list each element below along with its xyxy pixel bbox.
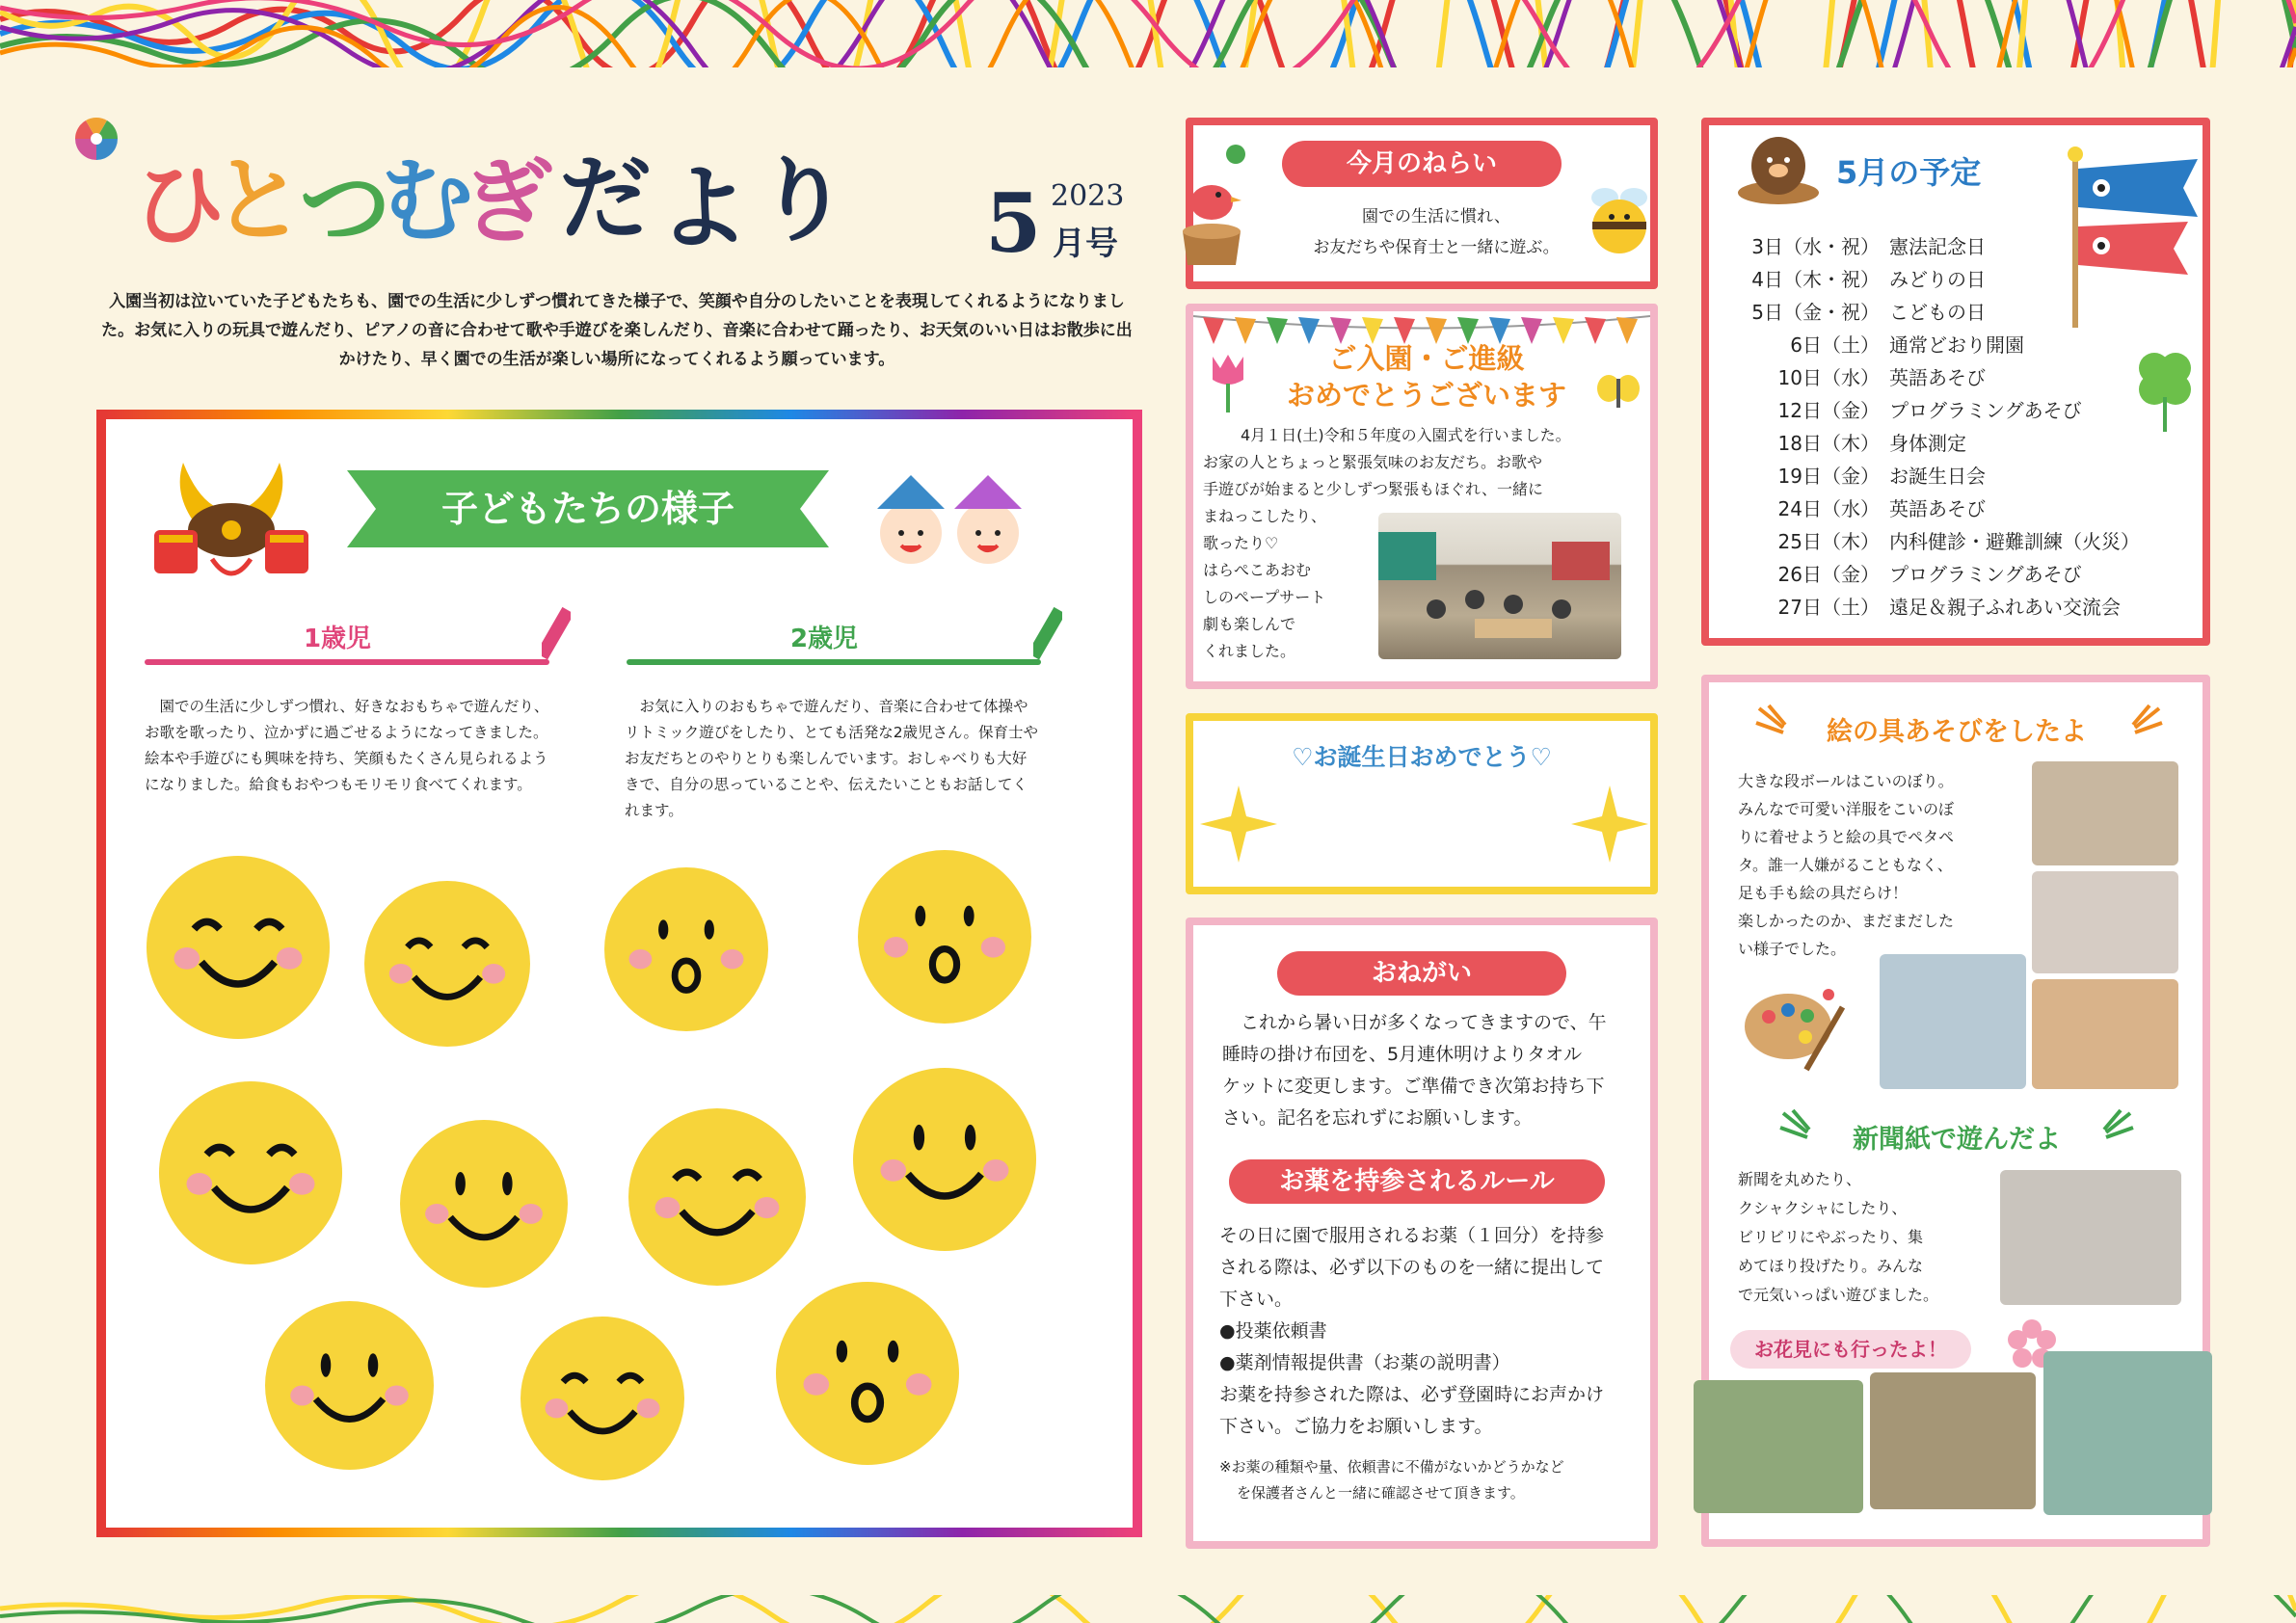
koinobori-icon <box>2053 145 2207 328</box>
welcome-lead: 4月１日(土)令和５年度の入園式を行いました。 <box>1241 426 1571 444</box>
hanami-photo-1 <box>1694 1380 1863 1513</box>
smiley-face-icon <box>853 1068 1036 1251</box>
welcome-line: しのペープサート <box>1203 588 1326 606</box>
rays-right-icon <box>2125 704 2164 742</box>
title-char: つ <box>299 153 391 262</box>
medicine-heading: お薬を持参されるルール <box>1229 1159 1605 1204</box>
age2-underline <box>627 659 1041 665</box>
age1-text: 園での生活に少しずつ慣れ、好きなおもちゃで遊んだり、お歌を歌ったり、泣かずに過ごせるようになってきました。絵本や手遊びにも興味を持ち、笑顔もたくさん見られるようになりました。給食もおやつもモリモリ食べてくれます。 <box>145 698 549 793</box>
bunting-flag <box>1616 317 1638 344</box>
smiley-face-icon <box>604 867 768 1031</box>
schedule-event: 内科健診・避難訓練（火災） <box>1889 530 2140 553</box>
smiley-face-icon <box>628 1108 806 1286</box>
welcome-line: お家の人とちょっと緊張気味のお友だち。お歌や <box>1203 453 1543 471</box>
medicine-line: 下さい。 <box>1219 1289 1294 1310</box>
schedule-date: 18日（木） <box>1777 432 1880 455</box>
bird-stump-icon <box>1168 135 1255 270</box>
request-line: 睡時の掛け布団を、5月連休明けよりタオル <box>1222 1044 1583 1065</box>
title-char: ぎ <box>461 147 553 256</box>
kabuto-helmet-icon <box>145 453 318 598</box>
welcome-line: まねっこしたり、 <box>1203 507 1327 525</box>
title-char: り <box>757 146 849 254</box>
schedule-date: 25日（木） <box>1777 530 1880 553</box>
smiley-face-icon <box>364 881 530 1047</box>
hanami-photo-2 <box>1870 1372 2036 1509</box>
paint-line: い様子でした。 <box>1738 940 1847 958</box>
rays-left-icon <box>1754 704 1793 742</box>
medicine-line: される際は、必ず以下のものを一緒に提出して <box>1219 1257 1605 1278</box>
schedule-event: 遠足＆親子ふれあい交流会 <box>1889 596 2121 619</box>
welcome-line: 歌ったり♡ <box>1203 534 1279 552</box>
schedule-event: みどりの日 <box>1889 268 1986 291</box>
newspaper-photo <box>2000 1170 2181 1305</box>
issue-year: 2023 <box>1051 179 1125 213</box>
schedule-event: プログラミングあそび <box>1889 563 2082 586</box>
medicine-note-1: ※お薬の種類や量、依頼書に不備がないかどうかなど <box>1219 1458 1564 1476</box>
schedule-date: 27日（土） <box>1777 596 1880 619</box>
age2-text: お気に入りのおもちゃで遊んだり、音楽に合わせて体操やリトミック遊びをしたり、とても活発な2歳児さん。保育士やお友だちとのやりとりも楽しんでいます。おしゃべりも大好きで、自分の思っていることや、伝えたいこともお話してくれます。 <box>625 698 1038 819</box>
schedule-date: 12日（金） <box>1777 399 1880 422</box>
schedule-event: 英語あそび <box>1889 497 1986 520</box>
paint-line: 足も手も絵の具だらけ！ <box>1738 884 1909 902</box>
welcome-line: 劇も楽しんで <box>1203 615 1296 633</box>
schedule-date: 6日（土） <box>1790 333 1880 357</box>
hanami-label: お花見にも行ったよ！ <box>1730 1330 1971 1369</box>
sparkle-right-icon <box>1571 785 1648 863</box>
paint-photo-2 <box>2032 871 2178 973</box>
rays-green-left-icon <box>1778 1108 1817 1147</box>
green-crayon-icon <box>1033 598 1062 665</box>
bunting-flag <box>1203 317 1224 344</box>
schedule-event: 英語あそび <box>1889 366 1986 389</box>
logo-icon <box>67 108 125 166</box>
paint-photo-3 <box>1880 954 2026 1089</box>
palette-icon <box>1740 973 1846 1079</box>
schedule-event: 身体測定 <box>1889 432 1966 455</box>
age1-heading: 1歳児 <box>303 625 372 653</box>
welcome-line: くれました。 <box>1203 642 1296 660</box>
request-line: さい。記名を忘れずにお願いします。 <box>1222 1107 1533 1129</box>
age1-underline <box>145 659 549 665</box>
medicine-line: その日に園で服用されるお薬（１回分）を持参 <box>1219 1225 1605 1246</box>
smiley-face-icon <box>521 1317 684 1480</box>
medicine-note-2: を保護者さんと一緒に確認させて頂きます。 <box>1237 1484 1525 1502</box>
news-line: クシャクシャにしたり、 <box>1738 1199 1908 1217</box>
crayon-bottom-border <box>0 1595 2296 1623</box>
welcome-line: はらぺこあおむ <box>1203 561 1312 579</box>
aim-line2: お友だちや保育士と一緒に遊ぶ。 <box>1313 238 1560 257</box>
schedule-event: プログラミングあそび <box>1889 399 2082 422</box>
pink-crayon-icon <box>542 598 571 665</box>
title-char: ひ <box>133 150 226 259</box>
welcome-line: 手遊びが始まると少しずつ緊張もほぐれ、一緒に <box>1203 480 1543 498</box>
age2-heading: 2歳児 <box>789 625 859 653</box>
schedule-date: 26日（金） <box>1777 563 1880 586</box>
welcome-heading-1: ご入園・ご進級 <box>1328 342 1525 375</box>
aim-heading: 今月のねらい <box>1282 141 1562 187</box>
smiley-face-icon <box>147 856 330 1039</box>
medicine-after-line: 下さい。ご協力をお願いします。 <box>1219 1416 1493 1437</box>
title-char: だ <box>559 144 652 253</box>
mole-icon <box>1735 127 1822 204</box>
paint-line: 楽しかったのか、まだまだした <box>1738 912 1955 930</box>
news-line: ビリビリにやぶったり、集 <box>1738 1228 1924 1246</box>
news-line: で元気いっぱい遊びました。 <box>1738 1286 1939 1304</box>
medicine-bullet: ●薬剤情報提供書（お薬の説明書） <box>1219 1352 1510 1373</box>
tulip-icon <box>1207 347 1249 414</box>
kids-hat-icon <box>863 470 1036 576</box>
paint-line: 大きな段ボールはこいのぼり。 <box>1738 772 1954 790</box>
schedule-event: 憲法記念日 <box>1889 235 1986 258</box>
schedule-date: 4日（木・祝） <box>1751 268 1880 291</box>
rays-green-right-icon <box>2096 1108 2135 1147</box>
smiley-face-icon <box>776 1282 959 1465</box>
paint-photo-1 <box>2032 761 2178 865</box>
smiley-face-icon <box>858 850 1031 1024</box>
issue-suffix: 月号 <box>1053 225 1118 263</box>
newspaper-heading: 新聞紙で遊んだよ <box>1853 1125 2061 1155</box>
paint-heading: 絵の具あそびをしたよ <box>1827 717 2087 747</box>
kids-section-title: 子どもたちの様子 <box>441 488 734 530</box>
ceremony-photo <box>1378 513 1621 659</box>
news-line: めてほり投げたり。みんな <box>1738 1257 1924 1275</box>
birthday-heading: ♡お誕生日おめでとう♡ <box>1292 743 1552 771</box>
title-char: む <box>381 146 473 254</box>
aim-line1: 園での生活に慣れ、 <box>1361 207 1511 226</box>
schedule-heading: 5月の予定 <box>1836 154 1982 191</box>
medicine-after-line: お薬を持参された際は、必ず登園時にお声かけ <box>1219 1384 1605 1405</box>
paint-photo-4 <box>2032 979 2178 1089</box>
schedule-date: 19日（金） <box>1777 465 1880 488</box>
crayon-top-border <box>0 0 2296 67</box>
schedule-date: 24日（水） <box>1777 497 1880 520</box>
schedule-date: 10日（水） <box>1777 366 1880 389</box>
clover-icon <box>2125 339 2203 436</box>
paint-line: りに着せようと絵の具でペタペ <box>1738 828 1955 846</box>
schedule-date: 3日（水・祝） <box>1751 235 1880 258</box>
request-line: これから暑い日が多くなってきますので、午 <box>1241 1012 1607 1033</box>
hanami-photo-3 <box>2043 1351 2212 1515</box>
welcome-heading-2: おめでとうございます <box>1286 379 1566 412</box>
news-line: 新聞を丸めたり、 <box>1738 1170 1862 1188</box>
smiley-face-icon <box>265 1301 434 1470</box>
title-char: と <box>212 146 305 254</box>
title-char: よ <box>657 153 750 262</box>
intro-text: 入園当初は泣いていた子どもたちも、園での生活に少しずつ慣れてきた様子で、笑顔や自分のしたいことを表現してくれるようになりました。お気に入りの玩具で遊んだり、ピアノの音に合わせて歌や手遊びを楽しんだり、音楽に合わせて踊ったり、お天気のいい日はお散歩に出かけたり、早く園での生活が楽しい場所になってくれるよう願っています。 <box>101 292 1133 369</box>
schedule-event: 通常どおり開園 <box>1889 333 2024 357</box>
request-heading: おねがい <box>1277 951 1566 996</box>
bee-icon <box>1581 173 1658 260</box>
smiley-face-icon <box>400 1120 568 1288</box>
sparkle-left-icon <box>1200 785 1277 863</box>
medicine-bullet: ●投薬依頼書 <box>1219 1320 1327 1342</box>
issue-month: 5 <box>985 175 1042 271</box>
paint-line: みんなで可愛い洋服をこいのぼ <box>1738 800 1955 818</box>
schedule-event: こどもの日 <box>1889 301 1986 324</box>
butterfly-icon <box>1595 371 1642 413</box>
smiley-face-icon <box>159 1081 342 1264</box>
request-line: ケットに変更します。ご準備でき次第お持ち下 <box>1222 1076 1605 1097</box>
schedule-date: 5日（金・祝） <box>1751 301 1880 324</box>
paint-line: タ。誰一人嫌がることもなく、 <box>1738 856 1953 874</box>
schedule-event: お誕生日会 <box>1889 465 1986 488</box>
